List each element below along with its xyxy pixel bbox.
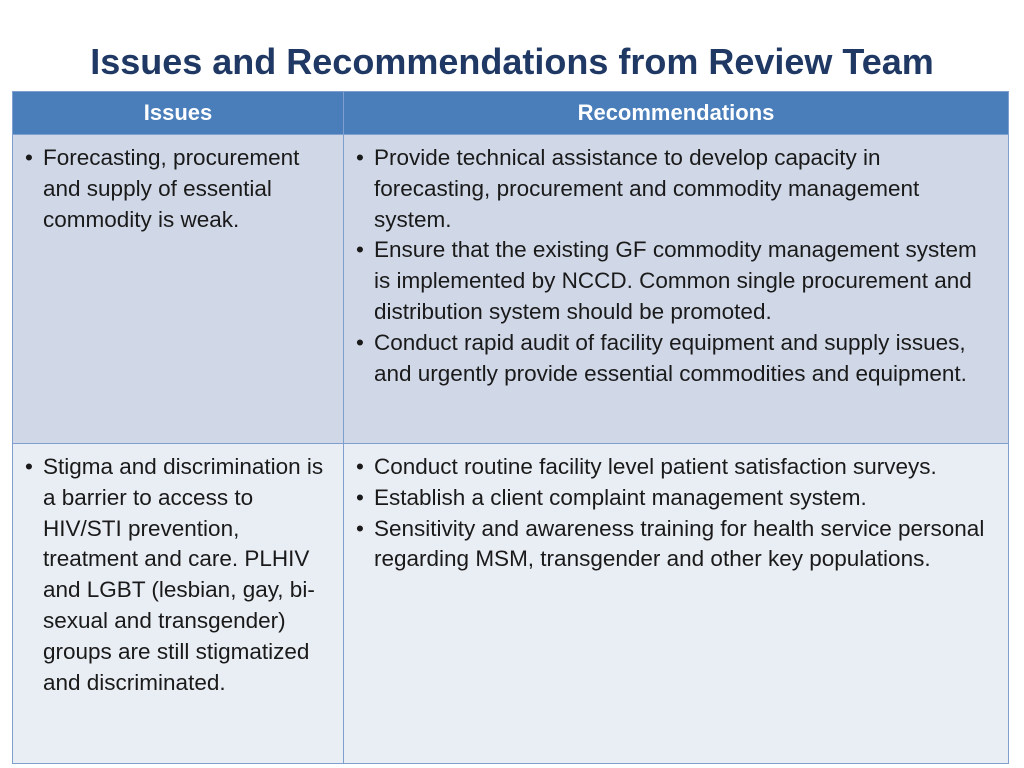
table-header-row — [13, 92, 1009, 135]
recommendation-item: • Sensitivity and awareness training for health service personal regarding MSM, transgender and other key populations. — [354, 514, 998, 576]
issues-cell — [13, 444, 344, 764]
recommendations-cell — [344, 444, 1009, 764]
issue-item: • Forecasting, procurement and supply of essential commodity is weak. — [23, 143, 333, 235]
recommendation-item: • Conduct rapid audit of facility equipment and supply issues, and urgently provide essential commodities and equipment. — [354, 328, 998, 390]
recommendations-column-header: Recommendations — [344, 92, 1009, 135]
table-row — [13, 444, 1009, 764]
issue-item: • Stigma and discrimination is a barrier to access to HIV/STI prevention, treatment and care. PLHIV and LGBT (lesbian, gay, bi-sexual and transgender) groups are still stigmatized and discriminated. — [23, 452, 333, 698]
issues-column-header: Issues — [13, 92, 344, 135]
recommendations-cell — [344, 135, 1009, 444]
recommendation-item: • Establish a client complaint management system. — [354, 483, 998, 514]
recommendation-item: • Conduct routine facility level patient satisfaction surveys. — [354, 452, 998, 483]
issues-recommendations-table — [12, 91, 1009, 764]
issues-cell — [13, 135, 344, 444]
recommendation-item: • Ensure that the existing GF commodity management system is implemented by NCCD. Common single procurement and distribution system should be promoted. — [354, 235, 998, 327]
table-row — [13, 135, 1009, 444]
recommendation-item: • Provide technical assistance to develop capacity in forecasting, procurement and commodity management system. — [354, 143, 998, 235]
slide-title: Issues and Recommendations from Review Team — [90, 41, 934, 82]
